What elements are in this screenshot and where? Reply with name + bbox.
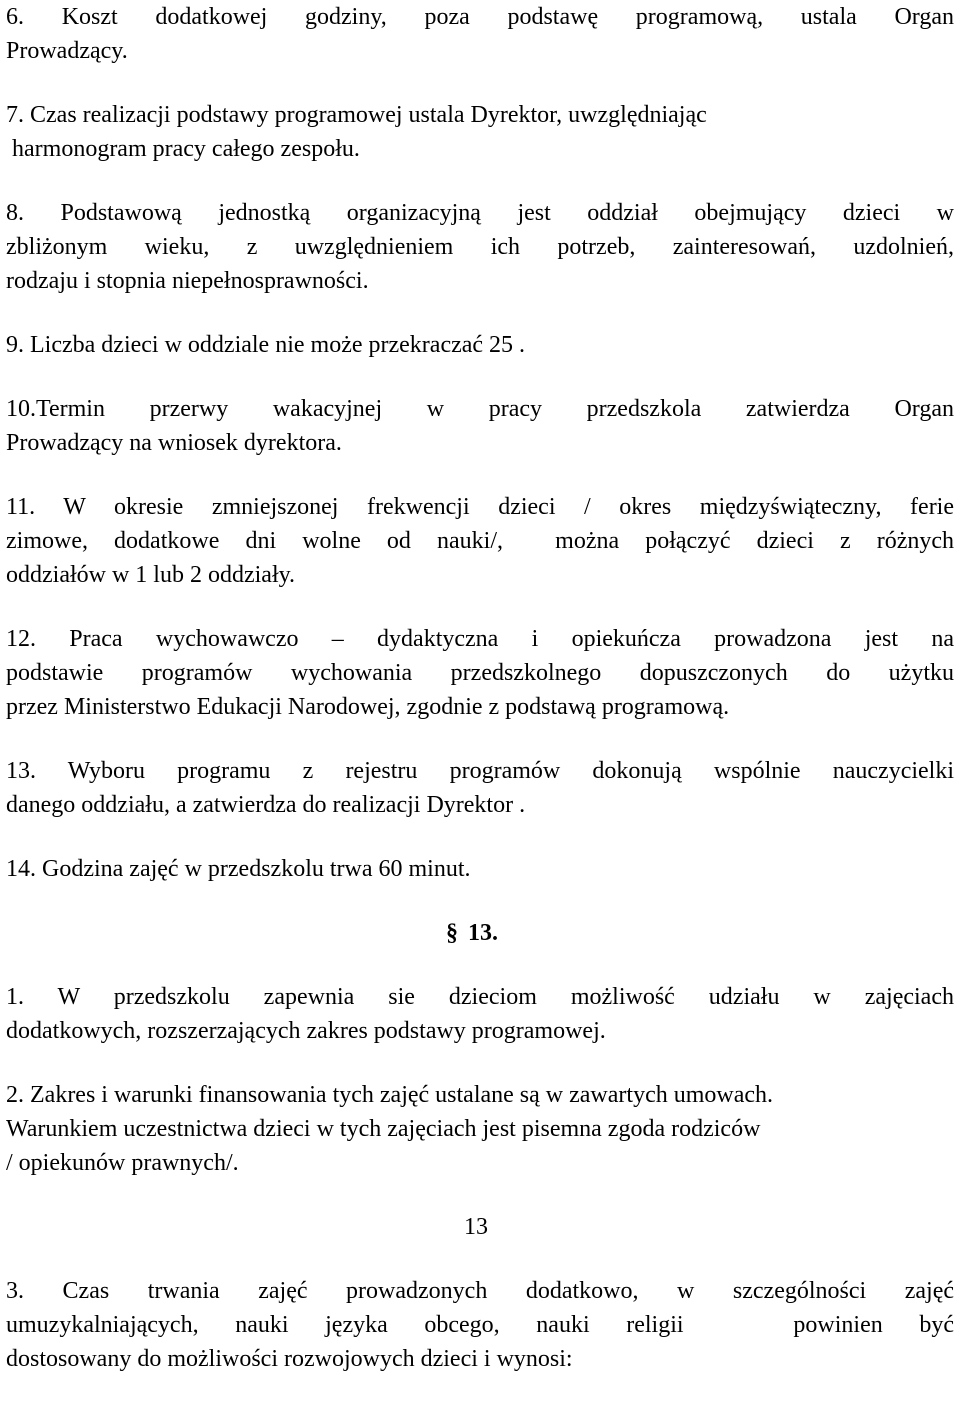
section-item-2-line-3: / opiekunów prawnych/. xyxy=(6,1150,239,1176)
item-13-line-1: 13. Wyboru programu z rejestru programów dokonują wspólnie nauczycielki xyxy=(6,758,954,784)
section-heading xyxy=(6,916,954,950)
list-item-7 xyxy=(6,98,954,166)
item-11-line-1: 11. W okresie zmniejszonej frekwencji dzieci / okres międzyświąteczny, ferie xyxy=(6,494,954,520)
item-9-line-1: 9. Liczba dzieci w oddziale nie może przekraczać 25 . xyxy=(6,332,526,358)
section-item-2 xyxy=(6,1078,954,1180)
list-item-9 xyxy=(6,328,954,362)
section-item-2-line-2: Warunkiem uczestnictwa dzieci w tych zajęciach jest pisemna zgoda rodziców xyxy=(6,1116,761,1142)
page-number: 13 xyxy=(464,1214,488,1240)
list-item-12 xyxy=(6,622,954,724)
item-7-line-2: harmonogram pracy całego zespołu. xyxy=(6,136,360,162)
item-13-line-2: danego oddziału, a zatwierdza do realizacji Dyrektor . xyxy=(6,792,526,818)
item-10-line-2: Prowadzący na wniosek dyrektora. xyxy=(6,430,342,456)
section-number: 13. xyxy=(468,920,498,946)
section-item-3 xyxy=(6,1274,954,1376)
section-item-3-line-3: dostosowany do możliwości rozwojowych dzieci i wynosi: xyxy=(6,1346,573,1372)
document-page xyxy=(6,0,954,1376)
list-item-13 xyxy=(6,754,954,822)
section-item-3-line-2: umuzykalniających, nauki języka obcego, nauki religii powinien być xyxy=(6,1312,954,1338)
item-8-line-2: zbliżonym wieku, z uwzględnieniem ich potrzeb, zainteresowań, uzdolnień, xyxy=(6,234,954,260)
item-7-line-1: 7. Czas realizacji podstawy programowej ustala Dyrektor, uwzględniając xyxy=(6,102,707,128)
item-8-line-3: rodzaju i stopnia niepełnosprawności. xyxy=(6,268,369,294)
item-6-line-2: Prowadzący. xyxy=(6,38,128,64)
item-12-line-1: 12. Praca wychowawczo – dydaktyczna i opiekuńcza prowadzona jest na xyxy=(6,626,954,652)
item-6-line-1: 6. Koszt dodatkowej godziny, poza podstawę programową, ustala Organ xyxy=(6,4,954,30)
list-item-14 xyxy=(6,852,954,886)
section-item-1-line-1: 1. W przedszkolu zapewnia sie dzieciom możliwość udziału w zajęciach xyxy=(6,984,954,1010)
list-item-11 xyxy=(6,490,954,592)
list-item-6 xyxy=(6,0,954,68)
item-11-line-2: zimowe, dodatkowe dni wolne od nauki/, można połączyć dzieci z różnych xyxy=(6,528,954,554)
item-11-line-3: oddziałów w 1 lub 2 oddziały. xyxy=(6,562,296,588)
item-14-line-1: 14. Godzina zajęć w przedszkolu trwa 60 minut. xyxy=(6,856,471,882)
section-item-2-line-1: 2. Zakres i warunki finansowania tych zajęć ustalane są w zawartych umowach. xyxy=(6,1082,774,1108)
item-12-line-2: podstawie programów wychowania przedszkolnego dopuszczonych do użytku xyxy=(6,660,954,686)
item-8-line-1: 8. Podstawową jednostką organizacyjną jest oddział obejmujący dzieci w xyxy=(6,200,954,226)
item-10-line-1: 10.Termin przerwy wakacyjnej w pracy przedszkola zatwierdza Organ xyxy=(6,396,954,422)
section-item-3-line-1: 3. Czas trwania zajęć prowadzonych dodatkowo, w szczególności zajęć xyxy=(6,1278,954,1304)
list-item-8 xyxy=(6,196,954,298)
item-12-line-3: przez Ministerstwo Edukacji Narodowej, zgodnie z podstawą programową. xyxy=(6,694,730,720)
section-item-1 xyxy=(6,980,954,1048)
section-item-1-line-2: dodatkowych, rozszerzających zakres podstawy programowej. xyxy=(6,1018,606,1044)
section-symbol: § xyxy=(446,920,458,946)
list-item-10 xyxy=(6,392,954,460)
